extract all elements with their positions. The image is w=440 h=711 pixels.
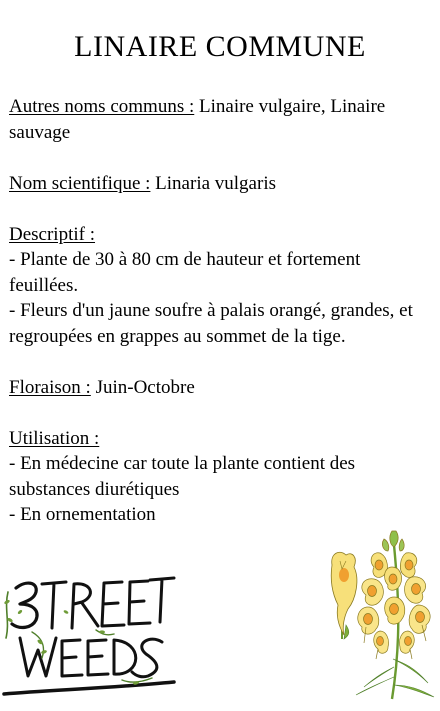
description-item: - Plante de 30 à 80 cm de hauteur et fortement feuillées. bbox=[9, 249, 361, 296]
common-names-label: Autres noms communs : bbox=[9, 96, 195, 117]
flowering-section bbox=[9, 375, 429, 401]
scientific-name-section bbox=[9, 171, 429, 197]
page-title: LINAIRE COMMUNE bbox=[74, 30, 366, 63]
description-label: Descriptif : bbox=[9, 223, 96, 245]
usage-section bbox=[9, 426, 429, 528]
street-weeds-logo-icon bbox=[2, 572, 178, 700]
flowering-value: Juin-Octobre bbox=[95, 376, 195, 398]
scientific-name-label: Nom scientifique : bbox=[9, 172, 151, 194]
plant-info bbox=[9, 94, 429, 553]
common-names-section bbox=[9, 94, 429, 145]
flowering-label: Floraison : bbox=[9, 376, 91, 398]
scientific-name-value: Linaria vulgaris bbox=[155, 172, 276, 194]
usage-item: - En médecine car toute la plante contient des substances diurétiques bbox=[9, 453, 356, 500]
usage-item: - En ornementation bbox=[9, 504, 156, 525]
toadflax-flower-illustration-icon bbox=[322, 527, 438, 700]
common-names-value: Linaire vulgaire, Linaire sauvage bbox=[9, 96, 386, 143]
description-section bbox=[9, 222, 429, 350]
description-item: - Fleurs d'un jaune soufre à palais orangé, grandes, et regroupées en grappes au sommet de la tige. bbox=[9, 300, 413, 347]
usage-label: Utilisation : bbox=[9, 427, 100, 449]
